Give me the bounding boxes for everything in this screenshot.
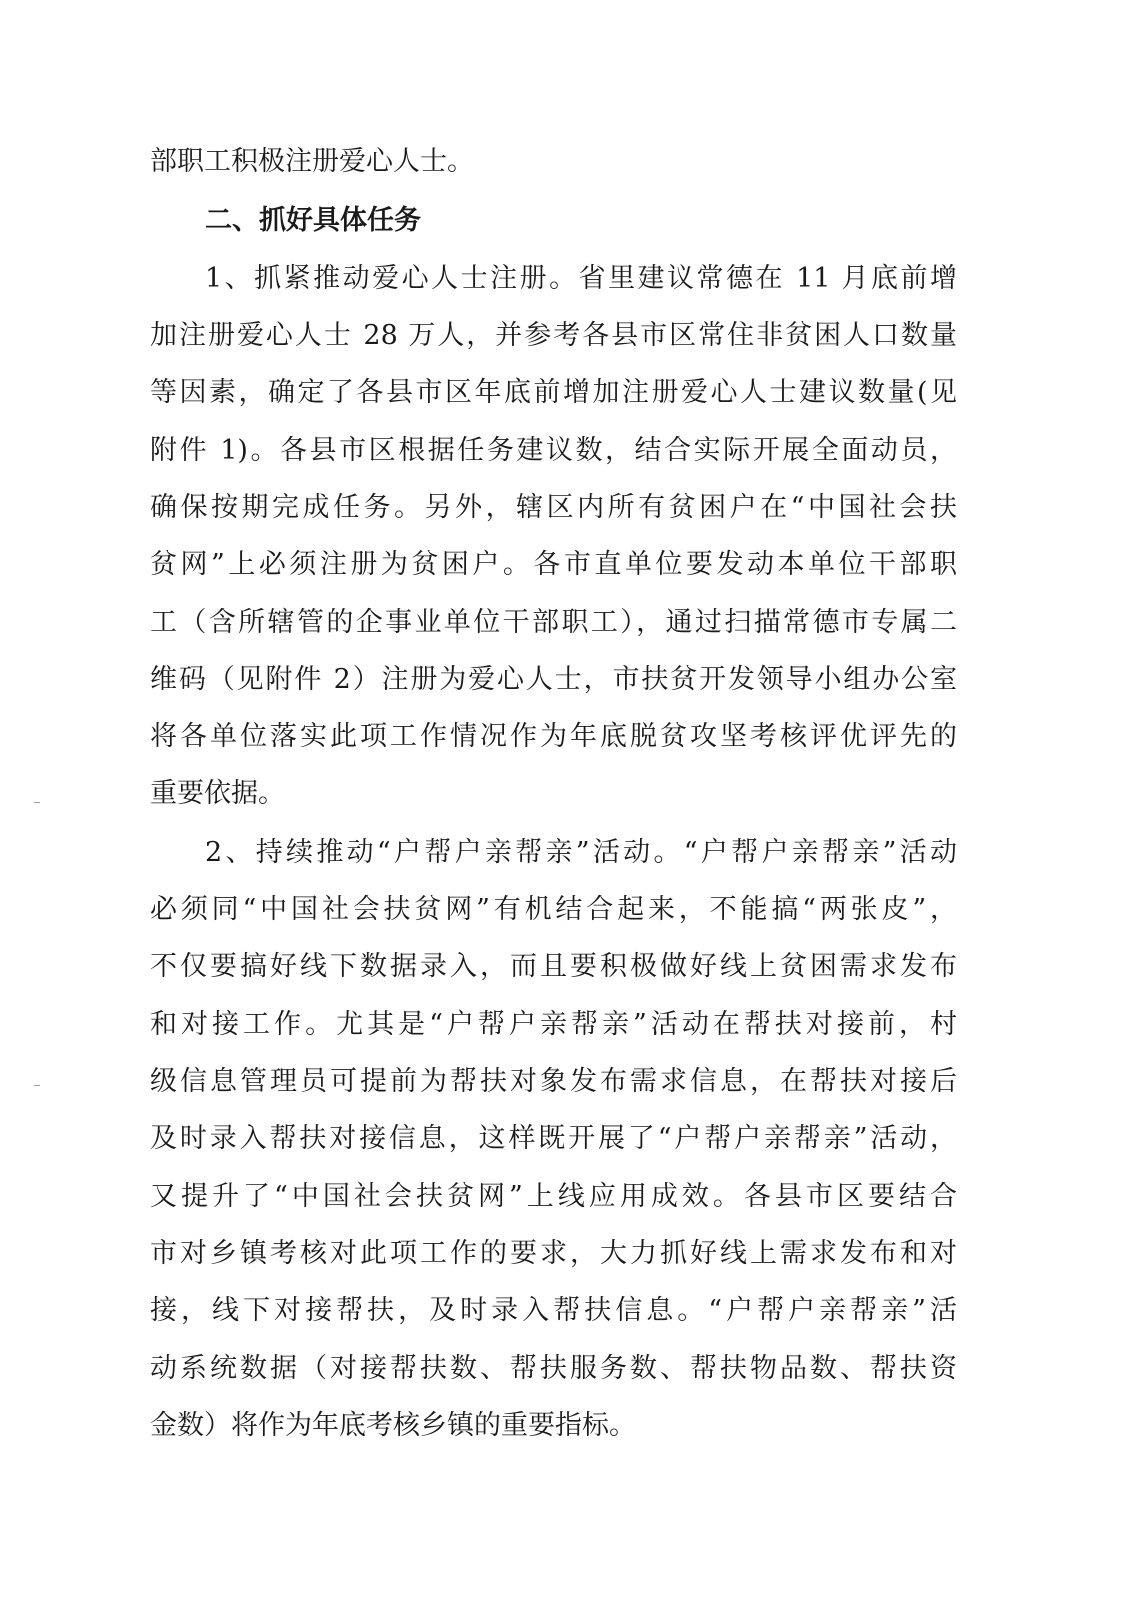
paragraph-2-line: 必须同“中国社会扶贫网”有机结合起来，不能搞“两张皮”， [150,894,957,925]
text-line: 部职工积极注册爱心人士。 [150,146,474,177]
paragraph-1-line: 确保按期完成任务。另外，辖区内所有贫困户在“中国社会扶 [150,492,957,523]
scan-margin-mark [34,1085,40,1086]
paragraph-2-line: 和对接工作。尤其是“户帮户亲帮亲”活动在帮扶对接前，村 [150,1009,957,1040]
paragraph-1-line: 等因素，确定了各县市区年底前增加注册爱心人士建议数量(见 [150,377,957,408]
paragraph-1-line: 1、抓紧推动爱心人士注册。省里建议常德在 11 月底前增 [205,263,957,294]
paragraph-1-line: 将各单位落实此项工作情况作为年底脱贫攻坚考核评优评先的 [150,721,957,752]
paragraph-2-line: 不仅要搞好线下数据录入，而且要积极做好线上贫困需求发布 [150,951,957,982]
paragraph-2-line: 接，线下对接帮扶，及时录入帮扶信息。“户帮户亲帮亲”活 [150,1295,957,1326]
paragraph-2-line: 2、持续推动“户帮户亲帮亲”活动。“户帮户亲帮亲”活动 [205,837,957,868]
paragraph-2-line: 又提升了“中国社会扶贫网”上线应用成效。各县市区要结合 [150,1181,957,1212]
section-heading: 二、抓好具体任务 [205,205,421,236]
paragraph-2-line: 及时录入帮扶对接信息，这样既开展了“户帮户亲帮亲”活动， [150,1123,957,1154]
paragraph-2-line: 金数）将作为年底考核乡镇的重要指标。 [150,1410,636,1441]
paragraph-1-line: 工（含所辖管的企事业单位干部职工），通过扫描常德市专属二 [150,607,957,638]
paragraph-2-line: 级信息管理员可提前为帮扶对象发布需求信息，在帮扶对接后 [150,1066,957,1097]
scan-margin-mark [34,802,40,803]
paragraph-2-line: 市对乡镇考核对此项工作的要求，大力抓好线上需求发布和对 [150,1238,957,1269]
paragraph-1-line: 贫网”上必须注册为贫困户。各市直单位要发动本单位干部职 [150,549,957,580]
paragraph-2-line: 动系统数据（对接帮扶数、帮扶服务数、帮扶物品数、帮扶资 [150,1353,957,1384]
paragraph-1-line: 加注册爱心人士 28 万人，并参考各县市区常住非贫困人口数量 [150,320,957,351]
paragraph-1-line: 附件 1)。各县市区根据任务建议数，结合实际开展全面动员， [150,435,957,466]
paragraph-1-line: 维码（见附件 2）注册为爱心人士，市扶贫开发领导小组办公室 [150,664,957,695]
paragraph-1-line: 重要依据。 [150,778,285,809]
